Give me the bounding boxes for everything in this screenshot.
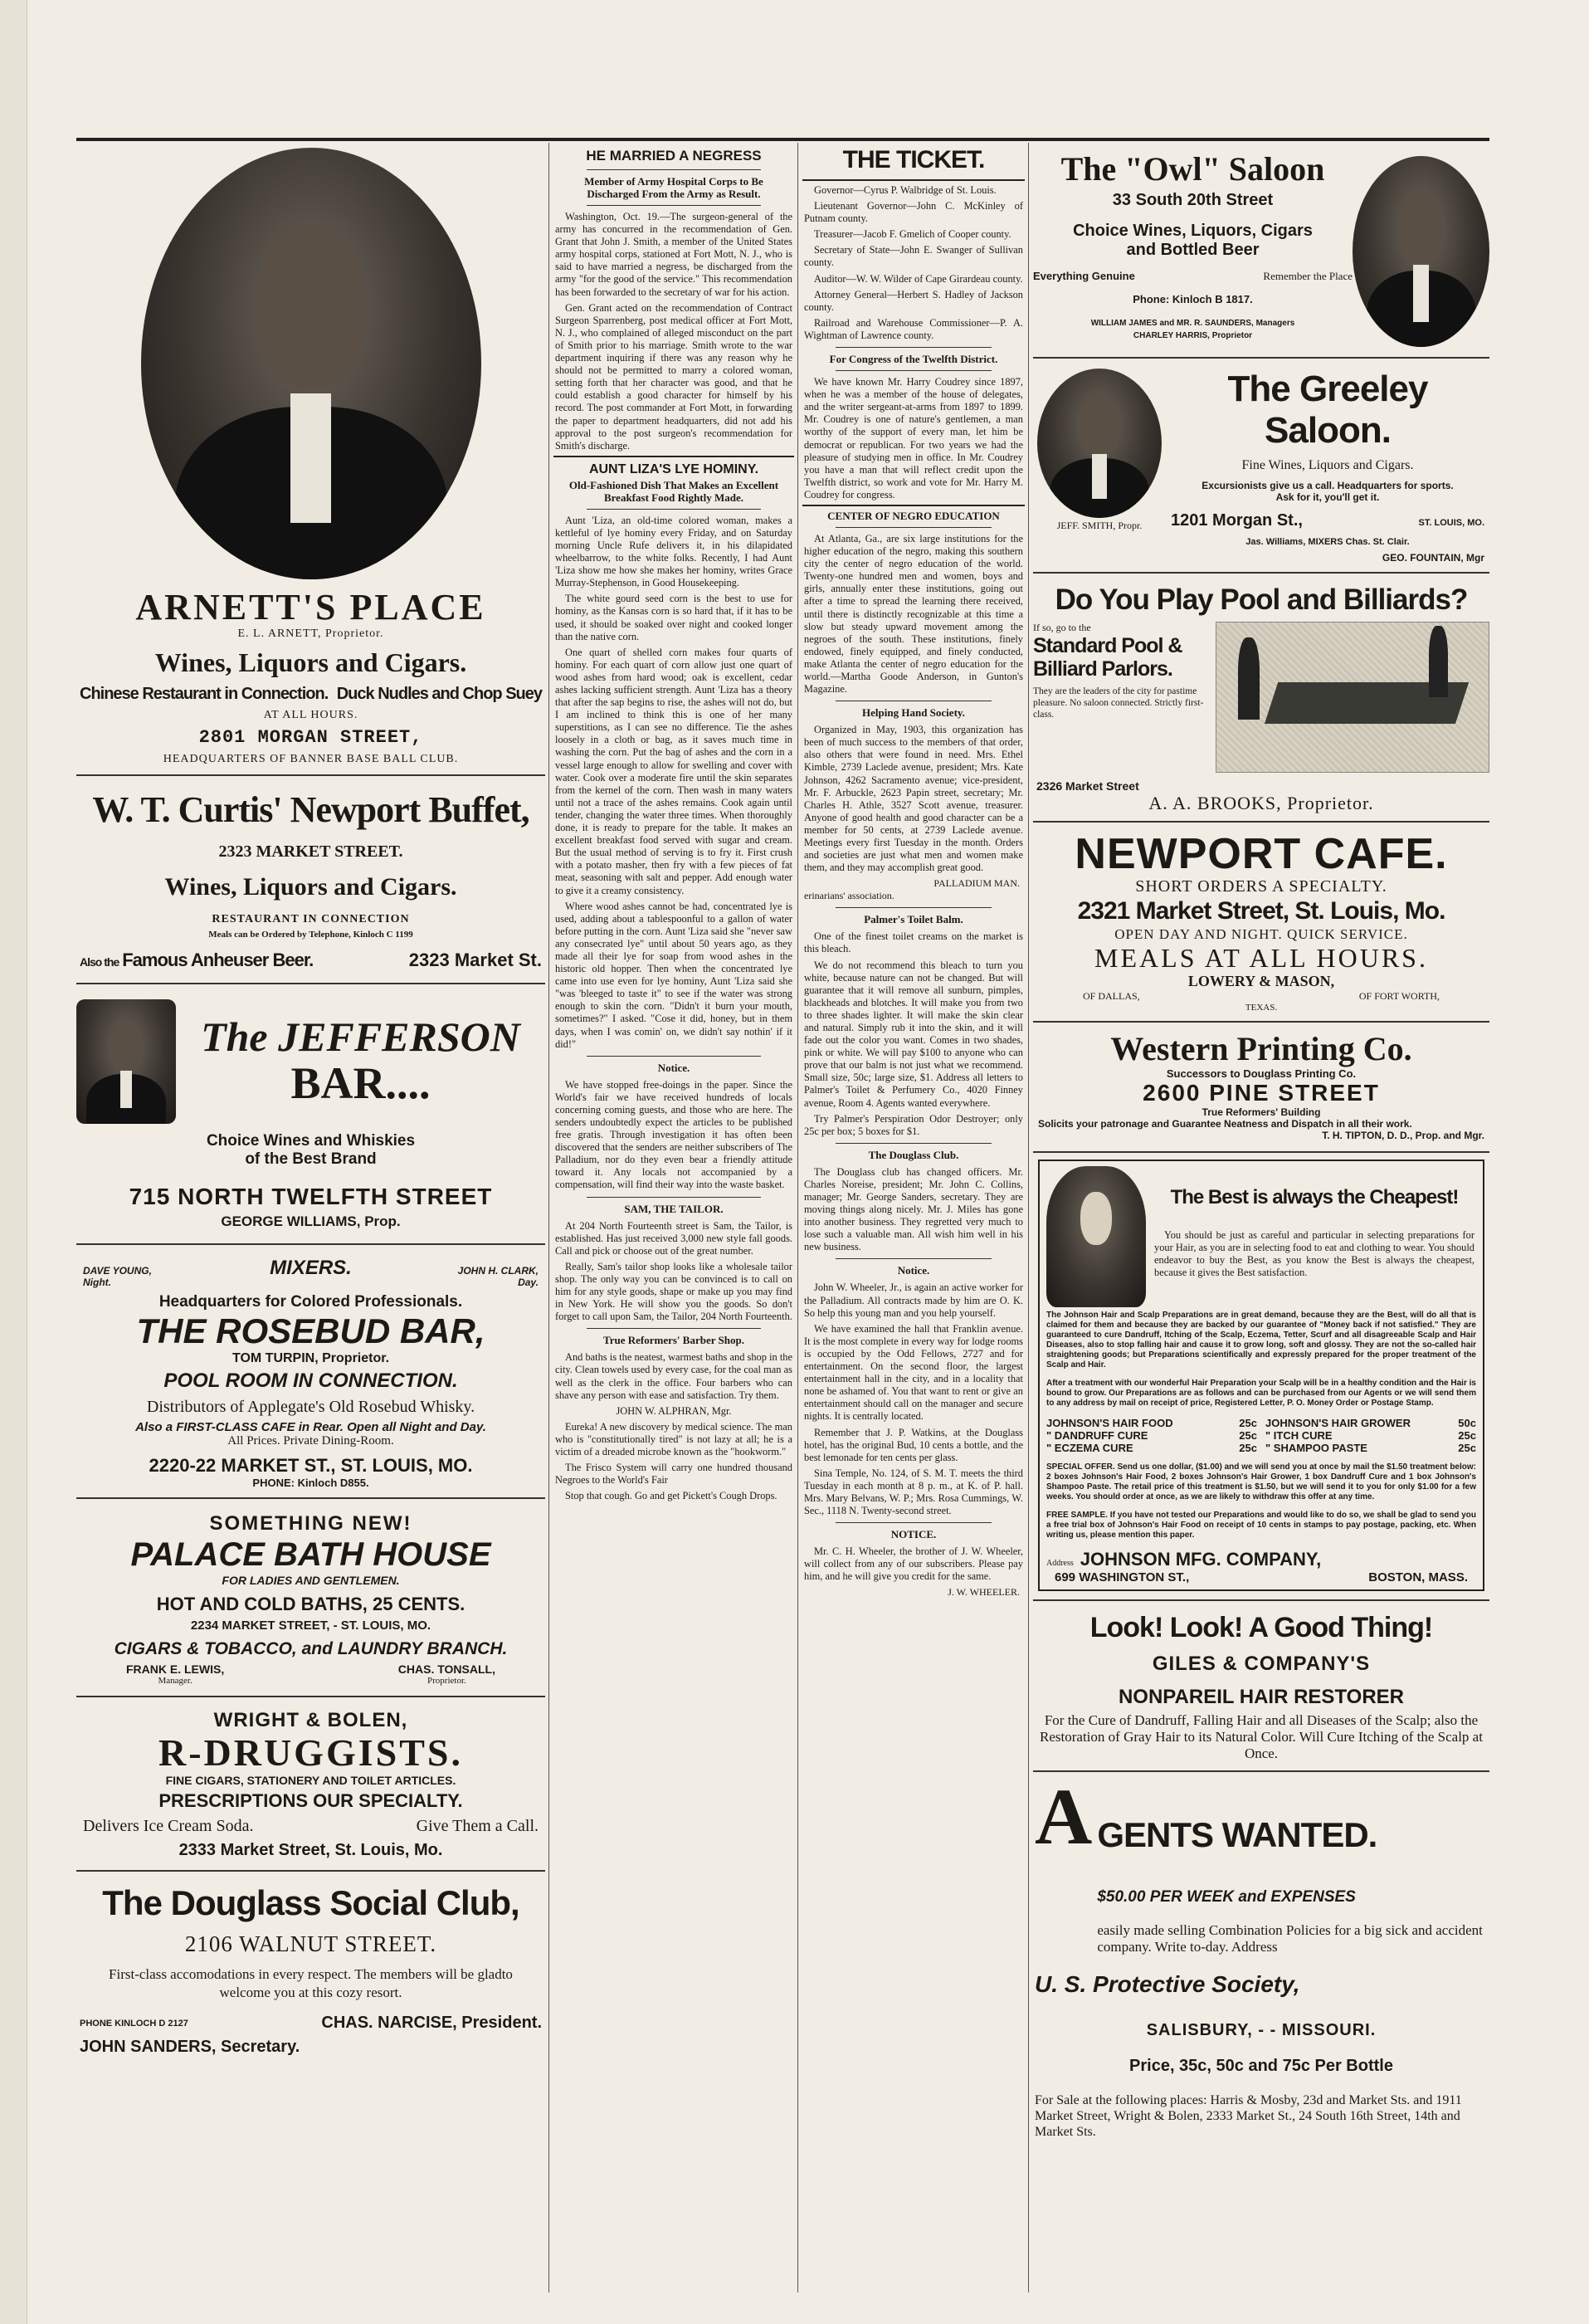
johnson-price-item: " SHAMPOO PASTE 25c	[1265, 1442, 1476, 1454]
hominy-paragraph: The white gourd seed corn is the best to use for hominy, as the Kansas corn is so hard that, if it has to be used, it should be soaked over night and cooked longer than the native corn.	[555, 593, 792, 642]
notice-paragraph: John W. Wheeler, Jr., is again an active worker for the Palladium. All contracts made by him are O. K. So help this young man and you help yourself.	[804, 1282, 1023, 1319]
western-successors: Successors to Douglass Printing Co.	[1166, 1067, 1357, 1080]
column-1	[76, 143, 545, 2057]
rosebud-mixers: MIXERS.	[270, 1257, 352, 1279]
johnson-price-item: " DANDRUFF CURE 25c	[1046, 1429, 1257, 1442]
johnson-city: BOSTON, MASS.	[1368, 1570, 1468, 1584]
rosebud-hq: Headquarters for Colored Professionals.	[158, 1293, 463, 1311]
notice2-headline: NOTICE.	[890, 1528, 937, 1541]
hominy-deck: Old-Fashioned Dish That Makes an Excellent Breakfast Food Rightly Made.	[568, 478, 779, 504]
agents-ad	[1033, 1772, 1489, 2140]
notice-paragraph: We have stopped free-doings in the paper. Since the World's fair we have received hundreds of locals concerning coming guests, and those who are here. The senders undoubtedly expect the articles to be published free gratis. Through investigation it has often been discovered that the senders are neither subscribers of The Palladium, nor do they even bear a friendly attitude toward it. Any locals not accompanied by a compensation, will find their way into the waste basket.	[555, 1078, 792, 1191]
negress-paragraph: Washington, Oct. 19.—The surgeon-general of the army has concurred in the recommendation of Gen. Grant that John J. Smith, a member of the United States army hospital corps, stationed at Fort Mott, N. J., who is said to have married a negress, be discharged from the army "for the good of the service." This recommendation has been forwarded to the secretary of war for his action.	[555, 211, 792, 298]
congress-paragraph: We have known Mr. Harry Coudrey since 1897, when he was a member of the house of delegates, and the writer sergeant-at-arms from 1897 to 1899. Mr. Coudrey is one of nature's gentlemen, a man worthy of the support of every man, let him be democrat or republican. For two years we had the pleasure of studying men in office. In Mr. Coudrey you have a man that will reflect credit upon the Twelfth district, so work and vote for Mr. Harry M. Coudrey for congress.	[804, 376, 1023, 500]
wright-call: Give Them a Call.	[416, 1817, 539, 1835]
newport-fortworth: OF FORT WORTH,	[1358, 990, 1440, 1002]
education-headline: CENTER OF NEGRO EDUCATION	[827, 509, 1000, 522]
owl-portrait	[1353, 156, 1489, 347]
agents-body: easily made selling Combination Policies for a big sick and accident company. Write to-day. Address	[1097, 1922, 1483, 1955]
owl-tagline2: and Bottled Beer	[1126, 241, 1260, 259]
palace-manager-title: Manager.	[158, 1676, 193, 1686]
palace-baths: HOT AND COLD BATHS, 25 CENTS.	[156, 1594, 465, 1614]
curtis-also: Also the	[80, 955, 119, 969]
helping-headline: Helping Hand Society.	[862, 706, 965, 720]
club-paragraph: The Douglass club has changed officers. Mr. Charles Noreise, president; Mr. John C. Collins, manager; Mr. George Sanders, secretary. They are moving things along nicely. Mr. J. Miles has gone into another business. They regretted very much to lose such a valuable man. All wish him well in his new business.	[804, 1165, 1023, 1253]
jefferson-address: 715 NORTH TWELFTH STREET	[129, 1184, 493, 1209]
jefferson-name: The JEFFERSON	[201, 1013, 520, 1060]
greeley-ask: Ask for it, you'll get it.	[1275, 491, 1380, 503]
balm-paragraph: Try Palmer's Perspiration Odor Destroyer; only 25c per box; 5 boxes for $1.	[804, 1112, 1023, 1137]
jefferson-portrait	[76, 999, 176, 1124]
curtis-restaurant: RESTAURANT IN CONNECTION	[212, 913, 410, 925]
ticket-item: Railroad and Warehouse Commissioner—P. A. Wightman of Lawrence county.	[804, 316, 1023, 341]
johnson-price-item: " ITCH CURE 25c	[1265, 1429, 1476, 1442]
wright-bolen-ad	[76, 1697, 545, 1872]
wright-rx: PRESCRIPTIONS OUR SPECIALTY.	[158, 1790, 463, 1811]
johnson-ad	[1033, 1153, 1489, 1601]
wright-address: 2333 Market Street, St. Louis, Mo.	[178, 1841, 443, 1859]
curtis-beer: Famous Anheuser Beer.	[122, 950, 314, 970]
rosebud-ad	[76, 1245, 545, 1499]
pool-name: Standard Pool &	[1033, 634, 1182, 657]
congress-headline: For Congress of the Twelfth District.	[829, 353, 998, 366]
hookworm-paragraph: Eureka! A new discovery by medical science. The man who is "constitutionally tired" is not lazy at all; he is a victim of a dreaded microbe known as the "hookworm."	[555, 1420, 792, 1457]
arnett-chopsuey: Duck Nudles and Chop Suey	[336, 685, 542, 703]
helping-paragraph: Organized in May, 1903, this organization has been of much success to the members of that order, also others that were found in need. Mrs. Ethel Kimble, 2739 Laclede avenue, president; Mrs. Kate Johnson, 4262 Sacramento avenue; vice-president, Mr. F. Arbuckle, 2623 Papin street, secretary; Mr. Charles H. Athle, 3527 Scott avenue, treasurer. Anyone of good health and good character can be a member for 50 cents, at 2739 Laclede avenue. Meetings every first Tuesday in the month. Orders and societies are just what men and women make them, and they may accomplish great good.	[804, 724, 1023, 874]
ticket-headline: THE TICKET.	[842, 146, 985, 173]
wright-name: WRIGHT & BOLEN,	[213, 1709, 408, 1731]
curtis-ad	[76, 776, 545, 984]
arnett-chinese: Chinese Restaurant in Connection.	[80, 685, 329, 703]
pool-headline: Do You Play Pool and Billiards?	[1055, 583, 1468, 616]
balm-headline: Palmer's Toilet Balm.	[864, 913, 963, 926]
hominy-paragraph: Where wood ashes cannot be had, concentrated lye is used, adding about a tablespoonful to a gallon of water before putting in the corn. Aunt 'Liza said she "never saw any consecrated lye" until about 50 years ago, as they made all their lye for soap from wood ashes in the historic old hopper. Then when the concentrated lye came into use even for lye hominy, Aunt 'Liza said she "was 'bleeged to taste it" to see if the water was strong enough to skin the corn. "Didn't it burn your mouth, sometimes?" I asked. "Cose it did, honey, but in them days, when I was comin' on, we didn't say nothin' if it did!"	[555, 900, 792, 1050]
helping-trailer: erinarians' association.	[804, 890, 894, 902]
newport-owners: LOWERY & MASON,	[1187, 973, 1335, 989]
owl-genuine: Everything Genuine	[1033, 270, 1135, 282]
giles-ad	[1033, 1601, 1489, 1772]
johnson-price-item: JOHNSON'S HAIR GROWER 50c	[1265, 1417, 1476, 1429]
jefferson-ad	[76, 984, 545, 1245]
ticket-item: Governor—Cyrus P. Walbridge of St. Louis.	[814, 184, 997, 196]
curtis-tagline: Wines, Liquors and Cigars.	[164, 873, 457, 901]
western-building: True Reformers' Building	[1201, 1106, 1321, 1118]
rosebud-prop: TOM TURPIN, Proprietor.	[232, 1351, 390, 1365]
douglass-phone: PHONE KINLOCH D 2127	[80, 2018, 188, 2029]
arnett-hours: AT ALL HOURS.	[263, 709, 358, 721]
johnson-free-sample: FREE SAMPLE. If you have not tested our Preparations and would like to do so, we shall be glad to send you a free trial box of Johnson's Hair Food on receipt of 10 cents in stamps to pay postage, packing, etc. When writing us, please mention this paper.	[1046, 1511, 1476, 1540]
notice-headline: Notice.	[897, 1264, 930, 1277]
greeley-tagline: Fine Wines, Liquors and Cigars.	[1241, 458, 1414, 472]
newport-cafe-ad	[1033, 823, 1489, 1023]
agents-headline: GENTS WANTED.	[1097, 1815, 1377, 1854]
johnson-guarantee: The Johnson Hair and Scalp Preparations are in great demand, because they are the Best, will do all that is claimed for them and because they are backed by our guarantee of "Money back if not satisfied." They are guaranteed to cure Dandruff, Itching of the Scalp, Eczema, Tetter, Scurf and all disagreeable Scalp and Hair Diseases, also to stop falling hair and cause it to grow long, soft and glossy. They are not the so-called hair straightening goods; but Preparations scientifically and expressly prepared for the proper treatment of the Scalp and Hair.	[1046, 1311, 1476, 1370]
negress-paragraph: Gen. Grant acted on the recommendation of Contract Surgeon Sparrenberg, post medical officer at Fort Mott, N. J., who complained of alleged misconduct on the part of Smith prior to his marriage. Smith wrote to the war department inquiring if there was any reason why he should not be permitted to marry a colored woman, setting forth that her character was good, and that he could establish a good character for himself by his record. The post commander at Fort Mott, in forwarding the paper to department headquarters, did not add his approval to the post surgeon's recommendation for Smith's discharge.	[555, 301, 792, 452]
balm-paragraph: One of the finest toilet creams on the market is this bleach.	[804, 930, 1023, 955]
owl-managers: WILLIAM JAMES and MR. R. SAUNDERS, Managers	[1090, 319, 1295, 328]
johnson-price-item: JOHNSON'S HAIR FOOD 25c	[1046, 1417, 1257, 1429]
owl-ad	[1033, 143, 1489, 359]
greeley-city: ST. LOUIS, MO.	[1418, 518, 1484, 528]
jefferson-tagline: Choice Wines and Whiskies	[206, 1132, 416, 1150]
newport-open: OPEN DAY AND NIGHT. QUICK SERVICE.	[1114, 926, 1408, 942]
owl-name: The "Owl" Saloon	[1060, 150, 1325, 188]
johnson-intro: You should be just as careful and particular in selecting preparations for your Hair, as you are in selecting food to eat and clothing to wear. You should endeavor to buy the Best, as you know the Best is always the cheapest, because it gives the Best satisfaction.	[1154, 1229, 1474, 1278]
agents-company: U. S. Protective Society,	[1035, 1971, 1300, 1997]
wright-druggists: R-DRUGGISTS.	[158, 1731, 463, 1774]
top-rule	[76, 138, 1489, 141]
johnson-price-list	[1046, 1417, 1476, 1454]
arnett-tagline: Wines, Liquors and Cigars.	[154, 647, 467, 677]
greeley-ad	[1033, 359, 1489, 574]
rosebud-distributors: Distributors of Applegate's Old Rosebud Whisky.	[146, 1398, 475, 1416]
hominy-paragraph: Aunt 'Liza, an old-time colored woman, makes a kettleful of lye hominy every Friday, and on Saturday morning Uncle Rufe delivers it, in his dilapidated wheelbarrow, to the white folks. Recently, I had Aunt 'Liza show me how she makes her hominy, writes Grace Murray-Stephenson, in Good Housekeeping.	[555, 514, 792, 589]
owl-phone: Phone: Kinloch B 1817.	[1133, 293, 1253, 305]
arnett-name: ARNETT'S PLACE	[135, 587, 486, 627]
johnson-street: 699 WASHINGTON ST.,	[1055, 1570, 1190, 1584]
newport-name: NEWPORT CAFE.	[1075, 830, 1448, 878]
column-rule	[548, 143, 549, 2292]
jefferson-tagline2: of the Best Brand	[245, 1150, 377, 1168]
arnett-hq: HEADQUARTERS OF BANNER BASE BALL CLUB.	[163, 753, 459, 765]
douglass-social-ad	[76, 1872, 545, 2057]
tailor-headline: SAM, THE TAILOR.	[624, 1202, 724, 1215]
palace-name: PALACE BATH HOUSE	[130, 1536, 491, 1573]
johnson-treatment: After a treatment with our wonderful Hair Preparation your Scalp will be in a healthy condition and the Hair is bound to grow. Our Preparations are as follows and can be purchased from our Agents or we will send them to any address by mail on receipt of price, Registered Letter, P. O. Money Order or Postage Stamp.	[1046, 1379, 1476, 1408]
column-3	[802, 143, 1025, 1599]
greeley-name: The Greeley Saloon.	[1227, 369, 1428, 451]
pool-proprietor: A. A. BROOKS, Proprietor.	[1148, 793, 1374, 813]
palace-new: SOMETHING NEW!	[209, 1512, 412, 1535]
arnett-portrait	[141, 148, 481, 579]
greeley-excursion: Excursionists give us a call. Headquarters for sports.	[1201, 480, 1454, 491]
rosebud-day-mixer: JOHN H. CLARK, Day.	[457, 1265, 539, 1288]
douglass-name: The Douglass Social Club,	[102, 1883, 519, 1922]
western-address: 2600 PINE STREET	[1143, 1080, 1380, 1106]
cough-paragraph: Stop that cough. Go and get Pickett's Cough Drops.	[565, 1490, 777, 1502]
agents-city: SALISBURY, - - MISSOURI.	[1146, 2021, 1377, 2039]
rosebud-pool: POOL ROOM IN CONNECTION.	[163, 1370, 458, 1392]
jefferson-prop: GEORGE WILLIAMS, Prop.	[221, 1213, 401, 1229]
agents-dropcap: A	[1035, 1772, 1093, 1861]
helping-signature: PALLADIUM MAN.	[933, 877, 1020, 890]
johnson-woman-illustration	[1046, 1166, 1146, 1307]
palace-ad	[76, 1499, 545, 1697]
club-headline: The Douglass Club.	[868, 1148, 959, 1161]
rosebud-address: 2220-22 MARKET ST., ST. LOUIS, MO.	[149, 1455, 473, 1476]
notice2-signature: J. W. WHEELER.	[948, 1586, 1020, 1599]
rosebud-name: THE ROSEBUD BAR,	[136, 1311, 485, 1350]
negress-headline: HE MARRIED A NEGRESS	[586, 148, 762, 164]
giles-product: NONPAREIL HAIR RESTORER	[1118, 1686, 1405, 1708]
palace-for: FOR LADIES AND GENTLEMEN.	[222, 1574, 400, 1587]
notice-paragraph: We have examined the hall that Franklin avenue. It is the most complete in every way for lodge rooms is occupied by the Odd Fellows, 2727 and for entertainment. On the second floor, the largest entertainment hall in the city, and in a locality that none be ashamed of. You that want to rent or give an entertainment should call on the manager and secure nights. It is centrally located.	[804, 1322, 1023, 1423]
arnett-ad	[76, 143, 545, 776]
jefferson-name2: BAR....	[290, 1058, 431, 1108]
newport-short: SHORT ORDERS A SPECIALTY.	[1135, 877, 1387, 896]
barber-signature: JOHN W. ALPHRAN, Mgr.	[616, 1404, 732, 1417]
western-name: Western Printing Co.	[1110, 1030, 1412, 1067]
notice-paragraph: Sina Temple, No. 124, of S. M. T. meets the third Tuesday in each month at 8 p. m., at K. of P. hall. Mrs. Mary Belvans, W. P.; Mrs. Rosa Cummings, W. Sec., 1118 N. Twenty-second street.	[804, 1467, 1023, 1517]
western-proprietor: T. H. TIPTON, D. D., Prop. and Mgr.	[1322, 1130, 1484, 1141]
giles-look: Look! Look! A Good Thing!	[1089, 1612, 1433, 1643]
wright-soda: Delivers Ice Cream Soda.	[83, 1817, 254, 1835]
education-paragraph: At Atlanta, Ga., are six large institutions for the higher education of the negro, making this southern city the center of negro education of the world. Twenty-one hundred men and women, boys and girls, annually enter these institutions, going out after a time to spread the learning there received, until there is distinctly recognizable at this time a slow but steady upward movement among the negroes of the south. These institutions, finely endowed, finely equipped, and finely conducted, make Atlanta the center of negro education for the world.—Martha Goode Anderson, in Gunton's Magazine.	[804, 532, 1023, 696]
ticket-item: Secretary of State—John E. Swanger of Sullivan county.	[804, 244, 1023, 269]
pool-name2: Billiard Parlors.	[1033, 657, 1172, 681]
ticket-item: Attorney General—Herbert S. Hadley of Jackson county.	[804, 288, 1023, 313]
owl-address: 33 South 20th Street	[1112, 191, 1274, 209]
owl-remember: Remember the Place	[1263, 270, 1353, 282]
curtis-address: 2323 MARKET STREET.	[218, 842, 403, 861]
douglass-president: CHAS. NARCISE, President.	[321, 2014, 542, 2032]
column-rule	[797, 143, 798, 2292]
arnett-proprietor: E. L. ARNETT, Proprietor.	[237, 627, 384, 640]
greeley-portrait-caption: JEFF. SMITH, Propr.	[1056, 520, 1143, 531]
column-4	[1033, 143, 1489, 2153]
curtis-name: W. T. Curtis' Newport Buffet,	[92, 789, 529, 830]
negress-deck: Member of Army Hospital Corps to Be Discharged From the Army as Result.	[584, 175, 763, 200]
giles-name: GILES & COMPANY'S	[1152, 1653, 1371, 1675]
palace-proprietor-name: CHAS. TONSALL,	[397, 1662, 495, 1676]
ticket-item: Auditor—W. W. Wilder of Cape Girardeau county.	[814, 272, 1023, 285]
rosebud-prices: All Prices. Private Dining-Room.	[227, 1434, 394, 1448]
arnett-address: 2801 MORGAN STREET,	[198, 727, 423, 748]
greeley-manager: GEO. FOUNTAIN, Mgr	[1382, 552, 1484, 564]
barber-paragraph: And baths is the neatest, warmest baths and shop in the city. Clean towels used by every case, for the coal man as well as the clerk in the office. Four barbers who can shave any person with ease and satisfaction. Try them.	[555, 1351, 792, 1401]
curtis-address2: 2323 Market St.	[408, 950, 542, 970]
western-printing-ad	[1033, 1023, 1489, 1153]
giles-body: For the Cure of Dandruff, Falling Hair and all Diseases of the Scalp; also the Restoration of Gray Hair to its Natural Color. Will Cure Itching of the Scalp at Once.	[1040, 1712, 1483, 1761]
wright-fine: FINE CIGARS, STATIONERY AND TOILET ARTICLES.	[165, 1774, 456, 1787]
rosebud-cafe: Also a FIRST-CLASS CAFE in Rear. Open all Night and Day.	[135, 1420, 486, 1434]
johnson-price-item: " ECZEMA CURE 25c	[1046, 1442, 1257, 1454]
frisco-paragraph: The Frisco System will carry one hundred thousand Negroes to the World's Fair	[555, 1461, 792, 1487]
palace-address: 2234 MARKET STREET, - ST. LOUIS, MO.	[190, 1618, 431, 1633]
balm-paragraph: We do not recommend this bleach to turn you white, because nature can not be changed. But will guarantee that it will remove all sunburn, pimples, blackheads and blotches. It will make you from two to three shades lighter. It will make the skin clear and natural. Simply rub it into the skin, and it will fade out the color you want. Comes in two shades, pink or white. We will pay $100 to anyone who can prove that our balm is not just what we recommend. Small size, 50c; large size, $1. Address all letters to Palmer's Toilet & Perfumery Co., 4020 Finney avenue, Room 4. Agents wanted everywhere.	[804, 959, 1023, 1109]
agents-pay: $50.00 PER WEEK and EXPENSES	[1097, 1888, 1356, 1906]
greeley-address: 1201 Morgan St.,	[1171, 511, 1303, 530]
column-rule	[1028, 143, 1029, 2292]
curtis-meals: Meals can be Ordered by Telephone, Kinloch C 1199	[208, 930, 413, 940]
pool-ad	[1033, 574, 1489, 823]
johnson-special-offer: SPECIAL OFFER. Send us one dollar, ($1.00) and we will send you at once by mail the $1.50 treatment below: 2 boxes Johnson's Hair Food, 2 boxes Johnson's Hair Grower, 1 box Dandruff Cure and 1 box Johnson's Shampoo Paste. The retail price of this treatment is $1.50, but we will send it to you for only $1.00 for a few weeks. You should order at once, as we are likely to withdraw this offer at any time.	[1046, 1462, 1476, 1501]
newport-texas: TEXAS.	[1245, 1003, 1278, 1013]
douglass-address: 2106 WALNUT STREET.	[184, 1931, 437, 1956]
johnson-headline: The Best is always the Cheapest!	[1170, 1186, 1459, 1208]
owl-tagline: Choice Wines, Liquors, Cigars	[1073, 222, 1313, 240]
newport-dallas: OF DALLAS,	[1083, 990, 1140, 1002]
newport-address: 2321 Market Street, St. Louis, Mo.	[1077, 897, 1445, 925]
tailor-paragraph: At 204 North Fourteenth street is Sam, the Tailor, is established. Has just received 3,000 new style fall goods. Call and pick or choose out of the great number.	[555, 1219, 792, 1257]
ticket-item: Lieutenant Governor—John C. McKinley of Putnam county.	[804, 200, 1023, 225]
douglass-body: First-class accomodations in every respect. The members will be gladto welcome you at this cozy resort.	[109, 1966, 513, 2000]
douglass-secretary: JOHN SANDERS, Secretary.	[80, 2038, 300, 2056]
western-body: Solicits your patronage and Guarantee Neatness and Dispatch in all their work.	[1038, 1118, 1412, 1130]
tailor-paragraph: Really, Sam's tailor shop looks like a wholesale tailor shop. The only way you can be convinced is to call on him for any style goods, shape or make up you may find in New York. He will show you the goods. So don't forget to call upon Sam, the Tailor, 204 North Fourteenth.	[555, 1260, 792, 1323]
giles-price: Price, 35c, 50c and 75c Per Bottle	[1129, 2057, 1393, 2075]
giles-sale-places: For Sale at the following places: Harris & Mosby, 23d and Market Sts. and 1911 Market Street, Wright & Bolen, 2333 Market St., 24 South 16th Street, 14th and Market Sts.	[1035, 2093, 1462, 2139]
palace-manager-name: FRANK E. LEWIS,	[126, 1662, 225, 1676]
page-edge	[0, 0, 27, 2324]
hominy-paragraph: One quart of shelled corn makes four quarts of hominy. For each quart of corn allow just one quart of wood ashes from hard wood; oak is excellent, cedar ashes lacking sufficient strength. Aunt 'Liza has a theory that after the sap begins to rise, the ashes will not do, but I am inclined to think this is one of her many superstitions, as I can see no difference. Tie the ashes loosely in a cloth or bag, as it saves much time in washing the corn. Put the bag of ashes and the corn in a vessel large enough to allow for swelling and cover with water. Cook over a moderate fire until the skin separates from the kernel of the corn. Then wash in many waters until not a trace of the ashes remains. Cook again until tender, changing the water three times. When thoroughly done, it is ready to prepare for the table. It makes an excellent breakfast food served with sugar and cream. But the usual method of serving is to fry it. First crush with a potato masher, then fry with a few pieces of fat meat, seasoning with salt and pepper. Add enough water to give it a creamy consistency.	[555, 646, 792, 896]
rosebud-night-mixer: DAVE YOUNG, Night.	[83, 1265, 152, 1288]
newport-meals: MEALS AT ALL HOURS.	[1094, 943, 1428, 973]
notice2-paragraph: Mr. C. H. Wheeler, the brother of J. W. Wheeler, will collect from any of our subscribers. Please pay him, and he will give you credit for the same.	[804, 1545, 1023, 1583]
pool-body: They are the leaders of the city for pastime pleasure. No saloon connected. Strictly first-class.	[1033, 686, 1204, 720]
barber-headline: True Reformers' Barber Shop.	[603, 1334, 744, 1347]
rosebud-phone: PHONE: Kinloch D855.	[252, 1477, 369, 1489]
pool-ifso: If so, go to the	[1033, 622, 1091, 633]
johnson-address-label: Address	[1046, 1559, 1074, 1568]
ticket-item: Treasurer—Jacob F. Gmelich of Cooper county.	[814, 228, 1011, 241]
palace-proprietor-title: Proprietor.	[427, 1676, 466, 1686]
hominy-headline: AUNT LIZA'S LYE HOMINY.	[588, 461, 759, 476]
billiard-table-illustration	[1216, 622, 1489, 773]
greeley-mixers: Jas. Williams, MIXERS Chas. St. Clair.	[1245, 537, 1410, 547]
owl-proprietor: CHARLEY HARRIS, Proprietor	[1133, 331, 1253, 340]
notice-paragraph: Remember that J. P. Watkins, at the Douglass hotel, has the original Bud, 10 cents a bottle, and the best lemonade for ten cents per glass.	[804, 1426, 1023, 1463]
pool-address: 2326 Market Street	[1036, 779, 1139, 793]
greeley-portrait	[1037, 369, 1162, 518]
palace-cigars: CIGARS & TOBACCO, and LAUNDRY BRANCH.	[114, 1639, 508, 1658]
johnson-company: JOHNSON MFG. COMPANY,	[1080, 1549, 1322, 1570]
notice-headline: Notice.	[657, 1061, 690, 1074]
column-2	[553, 143, 794, 1506]
